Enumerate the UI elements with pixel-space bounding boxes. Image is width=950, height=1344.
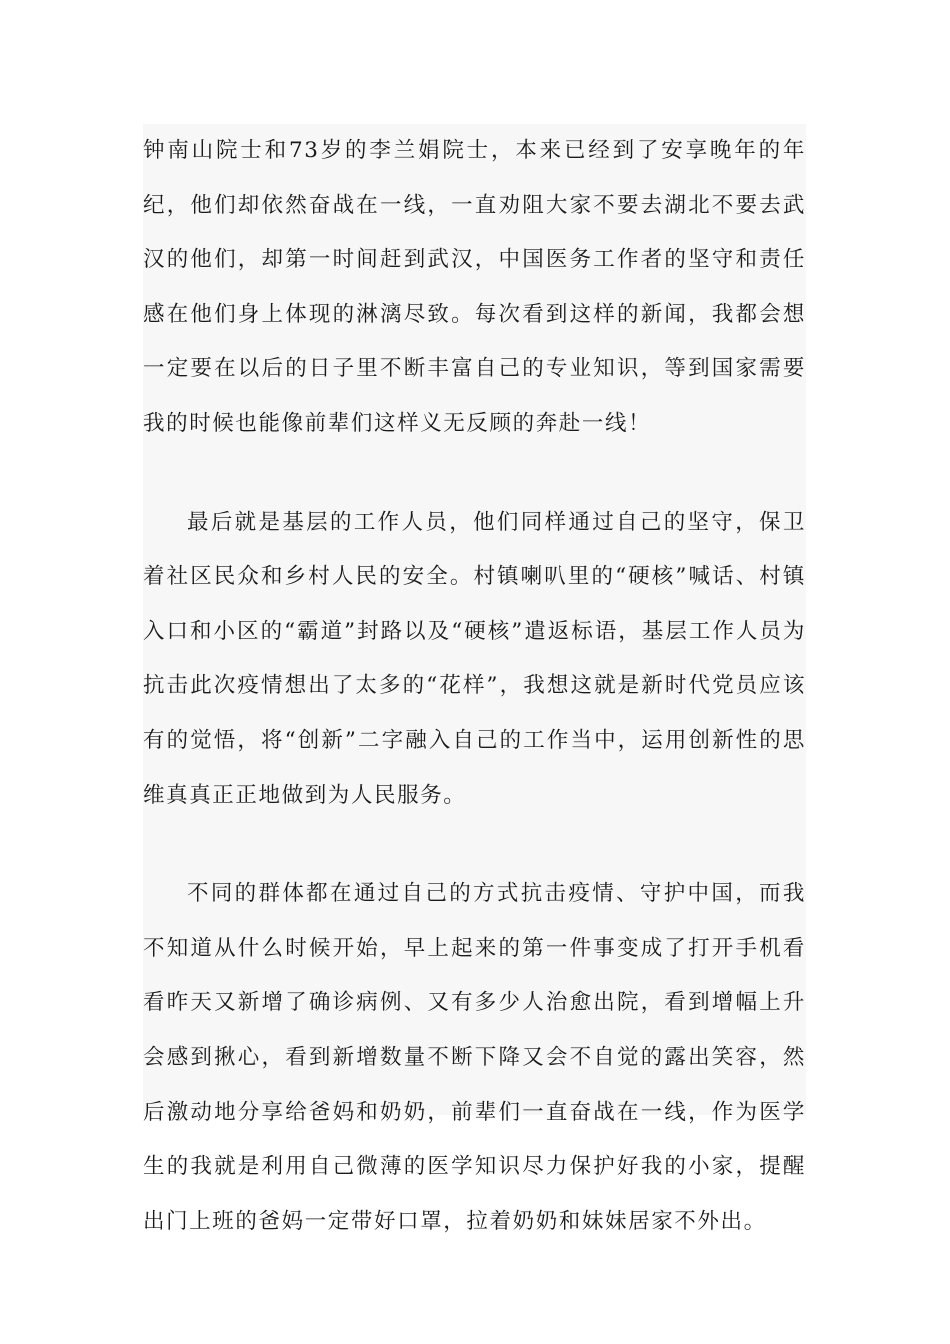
paragraph-1: 钟南山院士和73岁的李兰娟院士，本来已经到了安享晚年的年纪，他们却依然奋战在一线，一直劝阻大家不要去湖北不要去武汉的他们，却第一时间赶到武汉，中国医务工作者的坚守和责任感在他们身上体现的淋漓尽致。每次看到这样的新闻，我都会想一定要在以后的日子里不断丰富自己的专业知识，等到国家需要我的时候也能像前辈们这样义无反顾的奔赴一线！ xyxy=(143,138,806,436)
paragraph-2: 最后就是基层的工作人员，他们同样通过自己的坚守，保卫着社区民众和乡村人民的安全。村镇喇叭里的“硬核”喊话、村镇入口和小区的“霸道”封路以及“硬核”遣返标语，基层工作人员为抗击此次疫情想出了太多的“花样”，我想这就是新时代党员应该有的觉悟，将“创新”二字融入自己的工作当中，运用创新性的思维真真正正地做到为人民服务。 xyxy=(143,509,806,808)
document-text-block xyxy=(143,124,806,1234)
paragraph-3: 不同的群体都在通过自己的方式抗击疫情、守护中国，而我不知道从什么时候开始，早上起来的第一件事变成了打开手机看看昨天又新增了确诊病例、又有多少人治愈出院，看到增幅上升会感到揪心，看到新增数量不断下降又会不自觉的露出笑容，然后激动地分享给爸妈和奶奶，前辈们一直奋战在一线，作为医学生的我就是利用自己微薄的医学知识尽力保护好我的小家，提醒出门上班的爸妈一定带好口罩，拉着奶奶和妹妹居家不外出。 xyxy=(143,881,806,1234)
